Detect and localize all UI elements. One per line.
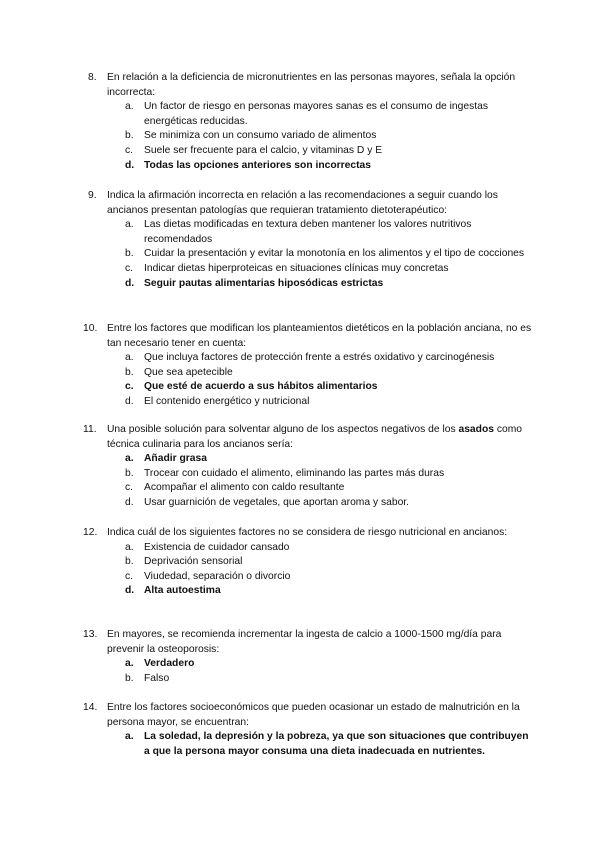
option-d-answer xyxy=(88,159,534,174)
option-text: Usar guarnición de vegetales, que aportan aroma y sabor. xyxy=(144,496,410,508)
option-a-answer xyxy=(88,730,534,759)
option-text: Todas las opciones anteriores son incorrectas xyxy=(144,159,371,171)
question-number: 14. xyxy=(83,702,98,713)
question-10 xyxy=(83,322,534,410)
option-letter: d. xyxy=(125,585,135,597)
option-a xyxy=(88,541,534,556)
question-text: Entre los factores socioeconómicos que pueden ocasionar un estado de malnutrición en la persona mayor, se encuentran: xyxy=(107,702,520,728)
question-text: En mayores, se recomienda incrementar la ingesta de calcio a 1000-1500 mg/día para prevenir la osteoporosis: xyxy=(107,629,502,655)
option-letter: c. xyxy=(125,262,134,274)
question-number: 12. xyxy=(83,527,98,538)
option-a xyxy=(88,351,534,366)
question-text: Entre los factores que modifican los planteamientos dietéticos en la población anciana, no es tan necesario tener en cuenta: xyxy=(107,323,532,349)
question-number: 13. xyxy=(83,629,98,640)
option-letter: a. xyxy=(125,731,134,743)
options-list xyxy=(88,730,534,759)
option-text: Seguir pautas alimentarias hiposódicas estrictas xyxy=(144,277,384,289)
options-list xyxy=(88,218,534,291)
option-text: Un factor de riesgo en personas mayores sanas es el consumo de ingestas energéticas reducidas. xyxy=(144,101,488,127)
option-letter: b. xyxy=(125,672,134,684)
option-letter: a. xyxy=(125,658,134,670)
question-text-end: como técnica culinaria para los ancianos sería: xyxy=(107,424,523,450)
options-list xyxy=(88,541,534,599)
option-letter: b. xyxy=(125,467,134,479)
option-letter: c. xyxy=(125,482,134,494)
question-12 xyxy=(83,526,534,599)
question-stem xyxy=(88,189,534,218)
option-c xyxy=(88,570,534,585)
option-b xyxy=(88,366,534,381)
option-letter: a. xyxy=(125,352,134,364)
option-letter: c. xyxy=(125,381,134,393)
option-a-answer xyxy=(88,657,534,672)
question-11 xyxy=(83,423,534,511)
option-c-answer xyxy=(88,380,534,395)
question-9 xyxy=(88,189,534,291)
option-a xyxy=(88,218,534,247)
option-text: Verdadero xyxy=(144,658,195,670)
option-a-answer xyxy=(88,452,534,467)
option-text: Falso xyxy=(144,672,170,684)
question-stem xyxy=(88,71,534,100)
question-stem xyxy=(83,628,534,657)
option-text: Viudedad, separación o divorcio xyxy=(144,570,291,582)
options-list xyxy=(88,452,534,510)
question-text-start: Una posible solución para solventar alguno de los aspectos negativos de los xyxy=(107,424,459,435)
question-stem xyxy=(83,526,534,541)
option-letter: b. xyxy=(125,366,134,378)
question-number: 8. xyxy=(88,72,97,83)
option-letter: d. xyxy=(125,496,134,508)
question-stem xyxy=(83,322,534,351)
option-letter: d. xyxy=(125,277,135,289)
option-text: La soledad, la depresión y la pobreza, ya que son situaciones que contribuyen a que la persona mayor consuma una dieta inadecuada en nutrientes. xyxy=(144,731,529,757)
question-number: 9. xyxy=(88,190,97,201)
options-list xyxy=(88,100,534,173)
question-8 xyxy=(88,71,534,173)
option-d xyxy=(88,496,534,511)
option-text: Alta autoestima xyxy=(144,585,221,597)
option-c xyxy=(88,262,534,277)
option-text: Suele ser frecuente para el calcio, y vitaminas D y E xyxy=(144,144,383,156)
option-text: Cuidar la presentación y evitar la monotonía en los alimentos y el tipo de cocciones xyxy=(144,248,525,260)
option-d-answer xyxy=(88,277,534,292)
option-text: Indicar dietas hiperproteicas en situaciones clínicas muy concretas xyxy=(144,262,449,274)
option-letter: a. xyxy=(125,219,134,231)
option-text: Se minimiza con un consumo variado de alimentos xyxy=(144,130,377,142)
question-number: 11. xyxy=(83,424,97,435)
question-14 xyxy=(83,701,534,759)
option-letter: d. xyxy=(125,395,134,407)
option-b xyxy=(88,672,534,687)
option-text: Existencia de cuidador cansado xyxy=(144,541,290,553)
question-number: 10. xyxy=(83,323,98,334)
option-letter: c. xyxy=(125,570,134,582)
option-text: Acompañar el alimento con caldo resultante xyxy=(144,482,345,494)
option-b xyxy=(88,467,534,482)
option-letter: b. xyxy=(125,248,134,260)
question-stem xyxy=(83,423,534,452)
option-letter: a. xyxy=(125,101,134,113)
options-list xyxy=(88,657,534,686)
option-text: Añadir grasa xyxy=(144,453,207,465)
question-text: Indica cuál de los siguientes factores no se considera de riesgo nutricional en ancianos: xyxy=(107,527,508,538)
option-letter: b. xyxy=(125,556,134,568)
option-text: Las dietas modificadas en textura deben mantener los valores nutritivos recomendados xyxy=(144,219,472,245)
option-c xyxy=(88,481,534,496)
option-text: Que esté de acuerdo a sus hábitos alimentarios xyxy=(144,381,378,393)
option-d-answer xyxy=(88,584,534,599)
option-text: Deprivación sensorial xyxy=(144,556,243,568)
option-text: Que sea apetecible xyxy=(144,366,233,378)
question-text: Indica la afirmación incorrecta en relación a las recomendaciones a seguir cuando los ancianos presentan patologías que requieran tratamiento dietoterapéutico: xyxy=(107,190,498,216)
option-letter: a. xyxy=(125,541,134,553)
options-list xyxy=(88,351,534,409)
option-a xyxy=(88,100,534,129)
question-13 xyxy=(83,628,534,686)
option-letter: c. xyxy=(125,144,134,156)
option-text: Que incluya factores de protección frente a estrés oxidativo y carcinogénesis xyxy=(144,352,495,364)
option-text: El contenido energético y nutricional xyxy=(144,395,310,407)
option-letter: b. xyxy=(125,130,134,142)
question-stem xyxy=(83,701,534,730)
question-text-emphasis: asados xyxy=(458,424,494,435)
option-letter: d. xyxy=(125,159,135,171)
option-letter: a. xyxy=(125,453,134,465)
option-c xyxy=(88,144,534,159)
question-text: En relación a la deficiencia de micronutrientes en las personas mayores, señala la opción incorrecta: xyxy=(107,72,516,98)
option-b xyxy=(88,129,534,144)
option-b xyxy=(88,555,534,570)
option-b xyxy=(88,247,534,262)
option-text: Trocear con cuidado el alimento, eliminando las partes más duras xyxy=(144,467,445,479)
option-d xyxy=(88,395,534,410)
